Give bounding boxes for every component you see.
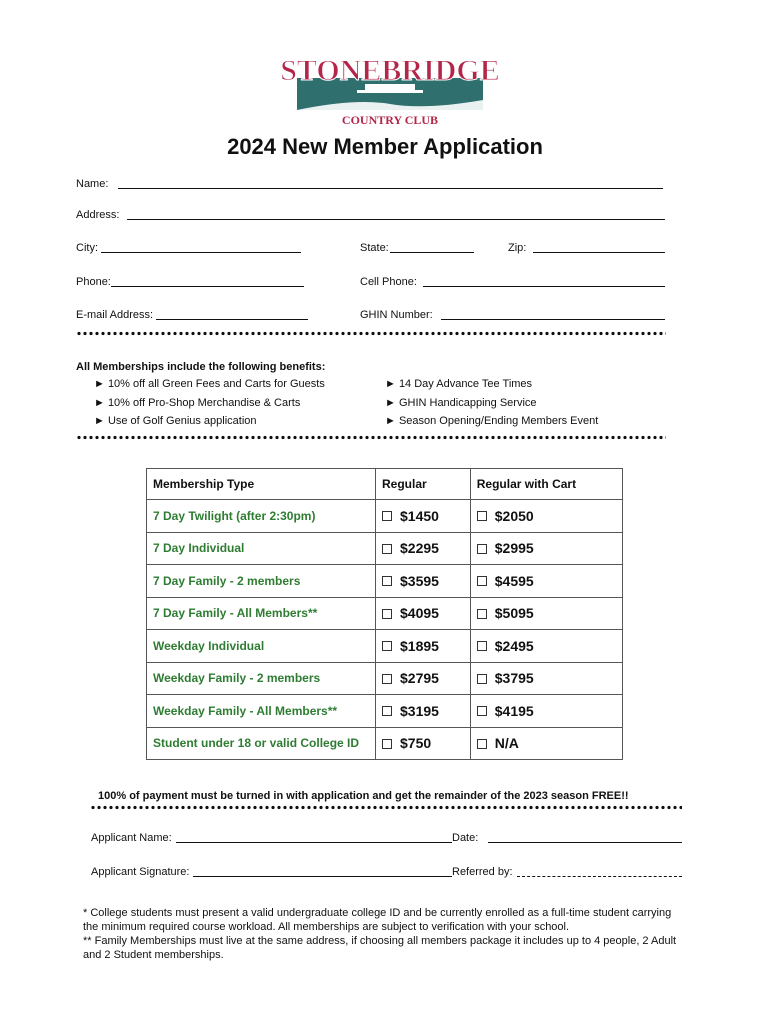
price: $4095 — [400, 605, 439, 622]
membership-type: Weekday Family - All Members** — [147, 695, 376, 728]
name-field[interactable] — [118, 188, 663, 189]
table-row — [147, 695, 623, 728]
price: $5095 — [494, 605, 534, 622]
checkbox[interactable] — [382, 641, 392, 651]
membership-type: 7 Day Family - 2 members — [147, 565, 376, 598]
price: $750 — [400, 735, 432, 752]
col-regular-with-cart: Regular with Cart — [470, 469, 622, 500]
referred-by-field[interactable] — [517, 876, 682, 877]
applicant-signature-label: Applicant Signature: — [91, 866, 190, 878]
zip-label: Zip: — [508, 242, 527, 254]
regular-option[interactable] — [376, 532, 471, 565]
date-field[interactable] — [488, 842, 682, 843]
checkbox[interactable] — [477, 739, 487, 749]
table-row — [147, 727, 623, 760]
footnote-family: ** Family Memberships must live at the same address, if choosing all members package it includes up to 4 people, 2 Adult and 2 Student memberships. — [83, 935, 677, 961]
checkbox[interactable] — [382, 511, 392, 521]
checkbox[interactable] — [382, 544, 392, 554]
price: $2295 — [400, 540, 439, 557]
logo-subtitle: COUNTRY CLUB — [341, 113, 439, 127]
city-field[interactable] — [101, 252, 301, 253]
name-label: Name: — [76, 178, 109, 190]
checkbox[interactable] — [477, 641, 487, 651]
price: $2050 — [494, 507, 534, 524]
benefit-item: ► Season Opening/Ending Members Event — [385, 415, 599, 427]
benefit-item: ► 10% off Pro-Shop Merchandise & Carts — [94, 397, 301, 409]
zip-field[interactable] — [533, 252, 665, 253]
regular-option[interactable] — [376, 597, 471, 630]
table-row — [147, 565, 623, 598]
dotted-divider — [76, 331, 666, 336]
logo-text: STONEBRIDGE — [280, 54, 500, 87]
email-label: E-mail Address: — [76, 309, 154, 321]
ghin-label: GHIN Number: — [360, 309, 433, 321]
membership-type: Student under 18 or valid College ID — [147, 727, 376, 760]
price: $3595 — [400, 572, 439, 589]
col-regular: Regular — [376, 469, 471, 500]
table-row — [147, 500, 623, 533]
applicant-name-label: Applicant Name: — [91, 832, 172, 844]
table-row — [147, 597, 623, 630]
membership-type: 7 Day Individual — [147, 532, 376, 565]
address-label: Address: — [76, 209, 120, 221]
cart-option[interactable] — [470, 727, 622, 760]
table-row — [147, 662, 623, 695]
price: $3795 — [494, 670, 534, 687]
price: N/A — [494, 735, 519, 752]
price: $4595 — [494, 572, 534, 589]
col-membership-type: Membership Type — [147, 469, 376, 500]
stonebridge-logo — [280, 50, 500, 130]
cart-option[interactable] — [470, 662, 622, 695]
benefit-item: ► Use of Golf Genius application — [94, 415, 257, 427]
cart-option[interactable] — [470, 532, 622, 565]
price: $2995 — [494, 540, 534, 557]
footnotes — [83, 906, 683, 962]
benefit-item: ► 10% off all Green Fees and Carts for Guests — [94, 378, 325, 390]
benefit-item: ► 14 Day Advance Tee Times — [385, 378, 533, 390]
regular-option[interactable] — [376, 695, 471, 728]
cart-option[interactable] — [470, 695, 622, 728]
applicant-signature-field[interactable] — [193, 876, 452, 877]
address-field[interactable] — [127, 219, 665, 220]
city-label: City: — [76, 242, 98, 254]
checkbox[interactable] — [477, 674, 487, 684]
checkbox[interactable] — [477, 609, 487, 619]
regular-option[interactable] — [376, 727, 471, 760]
page-title: 2024 New Member Application — [227, 134, 543, 159]
date-label: Date: — [452, 832, 479, 844]
checkbox[interactable] — [382, 576, 392, 586]
checkbox[interactable] — [382, 706, 392, 716]
regular-option[interactable] — [376, 500, 471, 533]
price: $2795 — [400, 670, 439, 687]
price: $3195 — [400, 702, 439, 719]
regular-option[interactable] — [376, 565, 471, 598]
cart-option[interactable] — [470, 597, 622, 630]
cell-label: Cell Phone: — [360, 276, 417, 288]
cart-option[interactable] — [470, 500, 622, 533]
regular-option[interactable] — [376, 630, 471, 663]
footnote-college: * College students must present a valid undergraduate college ID and be currently enrolled as a full-time student carrying the minimum required course workload. All memberships are subject to verification with your school. — [83, 907, 672, 933]
checkbox[interactable] — [382, 739, 392, 749]
price: $1895 — [400, 637, 439, 654]
price: $1450 — [400, 507, 439, 524]
price: $4195 — [494, 702, 534, 719]
table-row — [147, 532, 623, 565]
checkbox[interactable] — [382, 674, 392, 684]
phone-field[interactable] — [111, 286, 304, 287]
checkbox[interactable] — [477, 544, 487, 554]
cell-field[interactable] — [423, 286, 665, 287]
table-row — [147, 630, 623, 663]
membership-type: 7 Day Twilight (after 2:30pm) — [147, 500, 376, 533]
checkbox[interactable] — [477, 706, 487, 716]
membership-type: 7 Day Family - All Members** — [147, 597, 376, 630]
payment-notice: 100% of payment must be turned in with application and get the remainder of the 2023 season FREE!! — [98, 790, 629, 802]
email-field[interactable] — [156, 319, 308, 320]
checkbox[interactable] — [382, 609, 392, 619]
membership-type: Weekday Family - 2 members — [147, 662, 376, 695]
checkbox[interactable] — [477, 511, 487, 521]
checkbox[interactable] — [477, 576, 487, 586]
cart-option[interactable] — [470, 565, 622, 598]
state-label: State: — [360, 242, 389, 254]
table-header-row — [147, 469, 623, 500]
membership-table — [146, 468, 623, 760]
dotted-divider — [90, 805, 682, 810]
membership-type: Weekday Individual — [147, 630, 376, 663]
benefit-item: ► GHIN Handicapping Service — [385, 397, 537, 409]
ghin-field[interactable] — [441, 319, 665, 320]
dotted-divider — [76, 435, 666, 440]
state-field[interactable] — [390, 252, 474, 253]
price: $2495 — [494, 637, 534, 654]
cart-option[interactable] — [470, 630, 622, 663]
benefits-heading: All Memberships include the following benefits: — [76, 361, 326, 373]
regular-option[interactable] — [376, 662, 471, 695]
phone-label: Phone: — [76, 276, 111, 288]
applicant-name-field[interactable] — [176, 842, 452, 843]
referred-by-label: Referred by: — [452, 866, 513, 878]
